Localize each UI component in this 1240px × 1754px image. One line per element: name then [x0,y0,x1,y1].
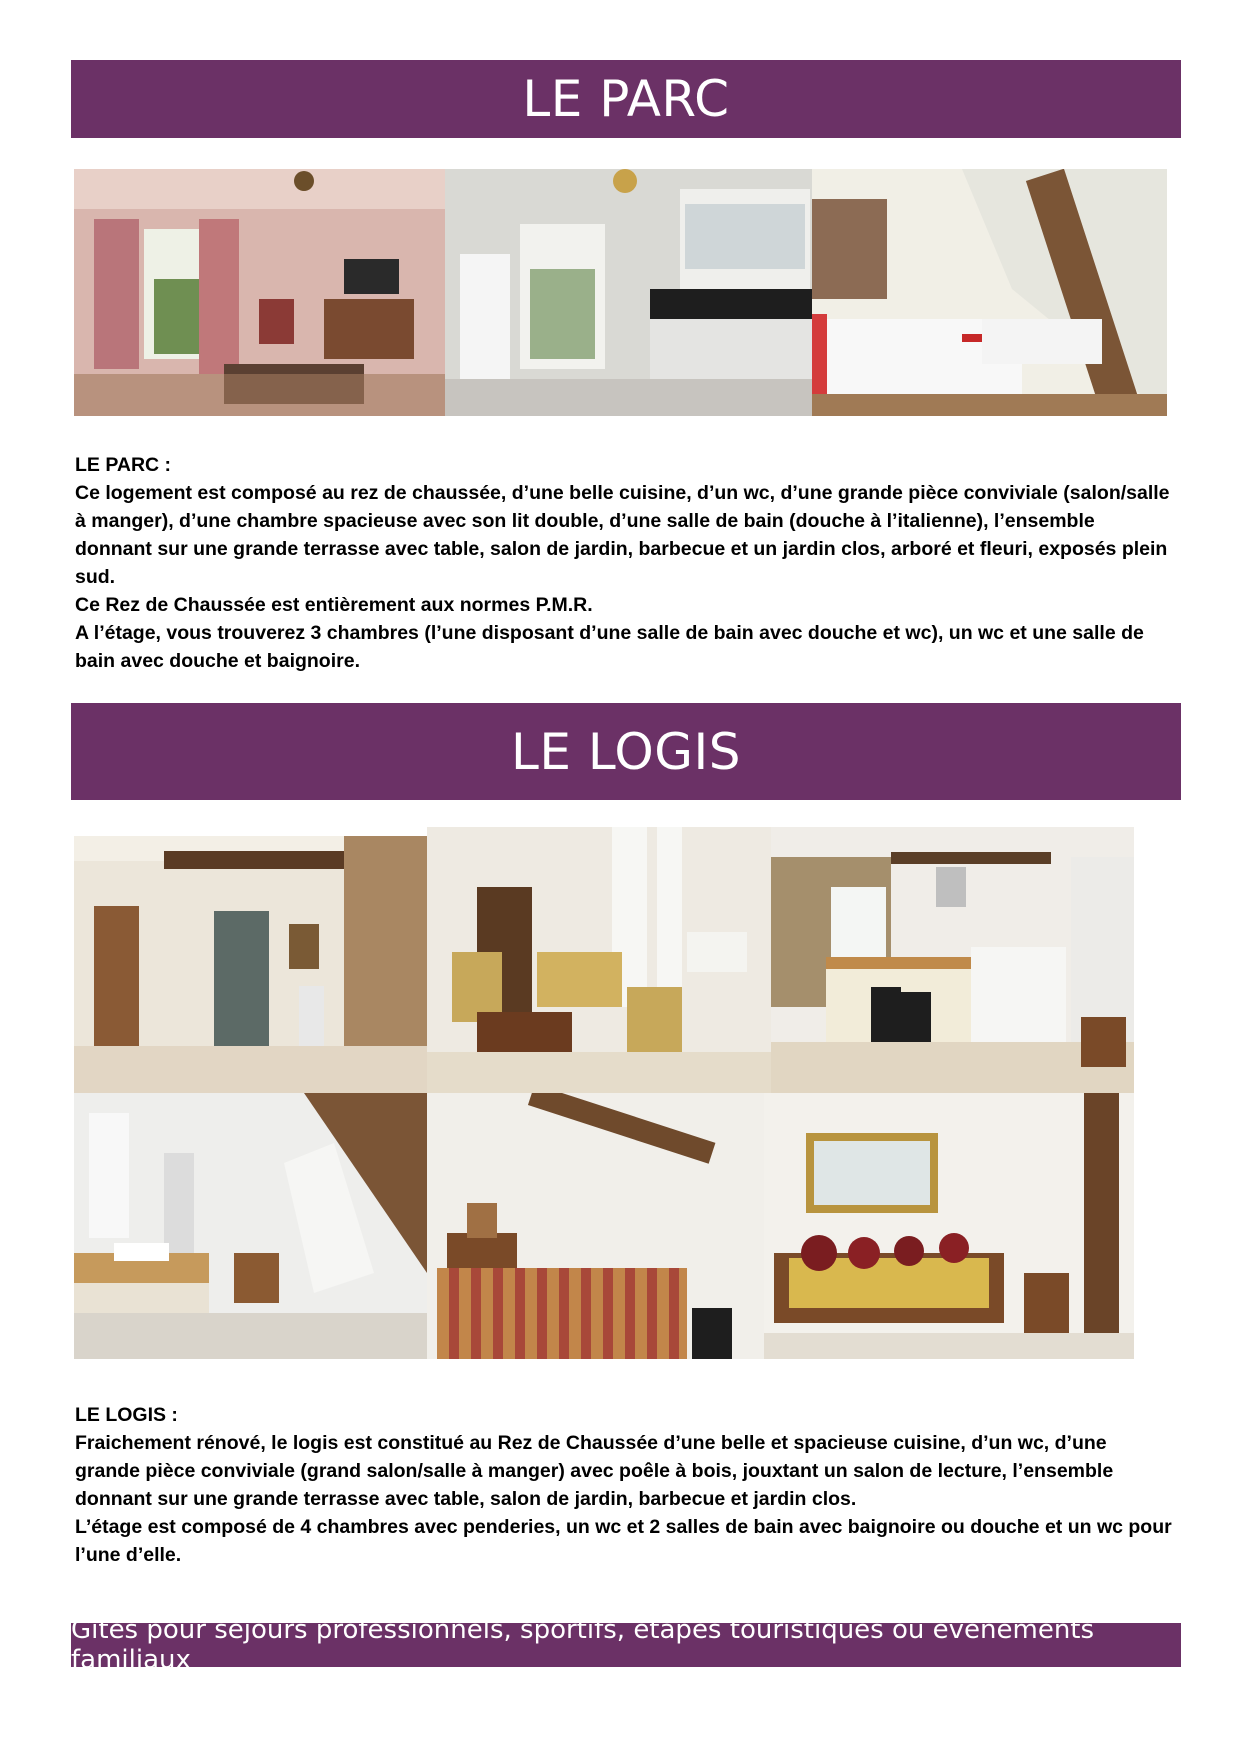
logis-heading: LE LOGIS : [75,1404,178,1426]
logis-salon-photo [427,827,771,1093]
parc-paragraph-3: A l’étage, vous trouverez 3 chambres (l’une disposant d’une salle de bain avec douche et wc), un wc et une salle de bain avec douche et baignoire. [75,622,1144,672]
parc-description [75,451,1175,675]
parc-bedroom-photo [812,169,1167,416]
parc-paragraph-2: Ce Rez de Chaussée est entièrement aux normes P.M.R. [75,594,593,616]
parc-banner-title: LE PARC [522,70,730,128]
logis-paragraph-2: L’étage est composé de 4 chambres avec penderies, un wc et 2 salles de bain avec baignoire ou douche et un wc pour l’une d’elle. [75,1516,1172,1566]
logis-bathroom-photo [74,1093,427,1359]
parc-kitchen-photo [445,169,812,416]
parc-paragraph-1: Ce logement est composé au rez de chaussée, d’une belle cuisine, d’un wc, d’une grande pièce conviviale (salon/salle à manger), d’une chambre spacieuse avec son lit double, d’une salle de bain (douche à l’italienne), l’ensemble donnant sur une grande terrasse avec table, salon de jardin, barbecue et un jardin clos, arboré et fleuri, exposés plein sud. [75,482,1170,588]
parc-living-room-photo [74,169,445,416]
logis-hallway-photo [74,836,427,1093]
parc-heading: LE PARC : [75,454,172,476]
footer-banner [71,1615,1181,1675]
footer-tagline: Gites pour séjours professionnels, sportifs, étapes touristiques ou événements familiaux [71,1615,1095,1675]
logis-kitchen-photo [771,827,1134,1093]
logis-paragraph-1: Fraichement rénové, le logis est constitué au Rez de Chaussée d’une belle et spacieuse cuisine, d’un wc, d’une grande pièce conviviale (grand salon/salle à manger) avec poêle à bois, jouxtant un salon de lecture, l’ensemble donnant sur une grande terrasse avec table, salon de jardin, barbecue et jardin clos. [75,1432,1114,1510]
logis-reading-room-photo [764,1093,1134,1359]
logis-banner-title: LE LOGIS [510,722,741,781]
parc-banner [71,60,1181,138]
logis-description [75,1401,1175,1569]
logis-banner [71,703,1181,800]
logis-bedroom-photo [427,1093,764,1359]
